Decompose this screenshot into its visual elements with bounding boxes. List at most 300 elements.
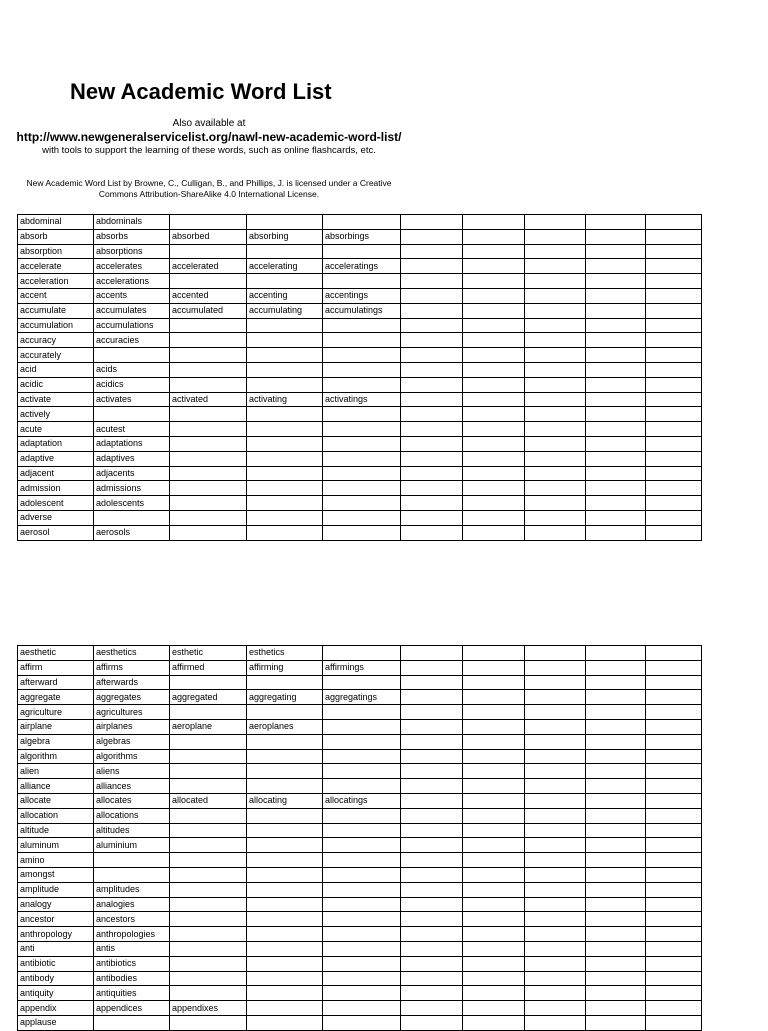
empty-cell — [525, 333, 586, 348]
table-row — [18, 734, 702, 749]
empty-cell — [401, 215, 463, 230]
word-form-cell: accumulations — [94, 318, 170, 333]
empty-cell — [646, 318, 702, 333]
word-form-cell — [323, 927, 401, 942]
word-form-cell — [94, 1015, 170, 1030]
empty-cell — [401, 229, 463, 244]
word-form-cell — [170, 734, 247, 749]
word-form-cell: allocates — [94, 793, 170, 808]
word-form-cell — [247, 927, 323, 942]
word-form-cell — [247, 436, 323, 451]
empty-cell — [646, 941, 702, 956]
word-form-cell: ancestors — [94, 912, 170, 927]
empty-cell — [525, 1001, 586, 1016]
table-row — [18, 823, 702, 838]
word-form-cell: allocated — [170, 793, 247, 808]
empty-cell — [646, 675, 702, 690]
table-row — [18, 793, 702, 808]
empty-cell — [586, 303, 646, 318]
empty-cell — [586, 646, 646, 661]
empty-cell — [525, 793, 586, 808]
empty-cell — [463, 897, 525, 912]
word-form-cell — [323, 867, 401, 882]
word-form-cell — [170, 407, 247, 422]
empty-cell — [525, 690, 586, 705]
word-form-cell — [323, 912, 401, 927]
word-form-cell: aluminium — [94, 838, 170, 853]
empty-cell — [586, 927, 646, 942]
word-form-cell: allocatings — [323, 793, 401, 808]
word-form-cell — [247, 941, 323, 956]
empty-cell — [525, 407, 586, 422]
word-form-cell: agricultures — [94, 705, 170, 720]
empty-cell — [401, 362, 463, 377]
headword-cell: agriculture — [18, 705, 94, 720]
empty-cell — [463, 734, 525, 749]
license-line-1: New Academic Word List by Browne, C., Culligan, B., and Phillips, J. is licensed under a Creative — [26, 178, 392, 188]
word-form-cell — [323, 451, 401, 466]
word-form-cell: aggregating — [247, 690, 323, 705]
word-form-cell: allocations — [94, 808, 170, 823]
empty-cell — [401, 377, 463, 392]
word-form-cell: affirmed — [170, 660, 247, 675]
empty-cell — [525, 496, 586, 511]
empty-cell — [586, 215, 646, 230]
empty-cell — [525, 660, 586, 675]
empty-cell — [646, 927, 702, 942]
empty-cell — [525, 244, 586, 259]
word-form-cell: affirming — [247, 660, 323, 675]
headword-cell: appendix — [18, 1001, 94, 1016]
empty-cell — [525, 215, 586, 230]
word-form-cell: accelerations — [94, 274, 170, 289]
table-row — [18, 867, 702, 882]
word-form-cell — [247, 244, 323, 259]
word-form-cell: absorptions — [94, 244, 170, 259]
word-form-cell — [94, 853, 170, 868]
table-row — [18, 215, 702, 230]
empty-cell — [463, 318, 525, 333]
empty-cell — [586, 229, 646, 244]
empty-cell — [463, 466, 525, 481]
word-form-cell — [323, 244, 401, 259]
empty-cell — [401, 793, 463, 808]
word-form-cell — [170, 525, 247, 540]
word-form-cell: accumulates — [94, 303, 170, 318]
empty-cell — [401, 244, 463, 259]
empty-cell — [586, 867, 646, 882]
word-form-cell: anthropologies — [94, 927, 170, 942]
empty-cell — [646, 229, 702, 244]
headword-cell: accumulate — [18, 303, 94, 318]
word-form-cell — [247, 734, 323, 749]
word-form-cell: accumulated — [170, 303, 247, 318]
empty-cell — [463, 853, 525, 868]
empty-cell — [463, 333, 525, 348]
empty-cell — [401, 407, 463, 422]
headword-cell: aerosol — [18, 525, 94, 540]
word-form-cell: adaptives — [94, 451, 170, 466]
headword-cell: abdominal — [18, 215, 94, 230]
empty-cell — [463, 274, 525, 289]
word-form-cell — [247, 333, 323, 348]
word-form-cell — [170, 705, 247, 720]
word-form-cell: acceleratings — [323, 259, 401, 274]
word-form-cell — [323, 466, 401, 481]
empty-cell — [463, 525, 525, 540]
empty-cell — [463, 971, 525, 986]
source-url-link[interactable]: http://www.newgeneralservicelist.org/nawl-new-academic-word-list/ — [16, 130, 402, 144]
empty-cell — [586, 986, 646, 1001]
word-form-cell — [323, 362, 401, 377]
word-form-cell: accents — [94, 288, 170, 303]
headword-cell: alliance — [18, 779, 94, 794]
word-form-cell — [247, 779, 323, 794]
empty-cell — [586, 525, 646, 540]
word-form-cell — [323, 675, 401, 690]
empty-cell — [646, 303, 702, 318]
also-available-label: Also available at — [172, 118, 246, 129]
word-form-cell — [170, 510, 247, 525]
empty-cell — [463, 496, 525, 511]
headword-cell: algorithm — [18, 749, 94, 764]
empty-cell — [401, 675, 463, 690]
empty-cell — [646, 510, 702, 525]
empty-cell — [463, 392, 525, 407]
word-form-cell — [323, 333, 401, 348]
word-form-cell — [323, 646, 401, 661]
empty-cell — [586, 274, 646, 289]
word-form-cell — [247, 749, 323, 764]
word-form-cell: accumulating — [247, 303, 323, 318]
headword-cell: accent — [18, 288, 94, 303]
table-row — [18, 719, 702, 734]
word-form-cell — [247, 215, 323, 230]
headword-cell: acidic — [18, 377, 94, 392]
word-form-cell — [170, 838, 247, 853]
empty-cell — [401, 927, 463, 942]
empty-cell — [586, 838, 646, 853]
empty-cell — [525, 510, 586, 525]
table-row — [18, 897, 702, 912]
headword-cell: adverse — [18, 510, 94, 525]
tools-note: with tools to support the learning of these words, such as online flashcards, etc. — [42, 145, 376, 156]
word-form-cell: esthetics — [247, 646, 323, 661]
table-row — [18, 303, 702, 318]
empty-cell — [525, 986, 586, 1001]
word-form-cell — [170, 244, 247, 259]
empty-cell — [401, 867, 463, 882]
empty-cell — [463, 422, 525, 437]
empty-cell — [401, 660, 463, 675]
word-form-cell — [170, 956, 247, 971]
word-form-cell — [323, 1015, 401, 1030]
empty-cell — [463, 823, 525, 838]
empty-cell — [463, 779, 525, 794]
word-form-cell: affirms — [94, 660, 170, 675]
empty-cell — [586, 853, 646, 868]
word-form-cell: absorbing — [247, 229, 323, 244]
empty-cell — [646, 808, 702, 823]
table-row — [18, 764, 702, 779]
empty-cell — [463, 348, 525, 363]
empty-cell — [401, 734, 463, 749]
empty-cell — [401, 436, 463, 451]
empty-cell — [463, 646, 525, 661]
word-form-cell — [170, 496, 247, 511]
empty-cell — [586, 436, 646, 451]
word-form-cell — [170, 422, 247, 437]
word-form-cell: antiquities — [94, 986, 170, 1001]
word-form-cell — [323, 377, 401, 392]
empty-cell — [401, 971, 463, 986]
word-form-cell: aerosols — [94, 525, 170, 540]
word-form-cell — [247, 451, 323, 466]
empty-cell — [525, 1015, 586, 1030]
word-form-cell: altitudes — [94, 823, 170, 838]
empty-cell — [646, 466, 702, 481]
empty-cell — [646, 956, 702, 971]
empty-cell — [525, 719, 586, 734]
word-form-cell — [323, 510, 401, 525]
word-form-cell — [170, 867, 247, 882]
empty-cell — [586, 675, 646, 690]
headword-cell: accurately — [18, 348, 94, 363]
table-row — [18, 422, 702, 437]
empty-cell — [401, 318, 463, 333]
word-form-cell — [170, 318, 247, 333]
empty-cell — [646, 407, 702, 422]
empty-cell — [463, 244, 525, 259]
word-form-cell — [247, 897, 323, 912]
empty-cell — [401, 882, 463, 897]
empty-cell — [646, 853, 702, 868]
table-row — [18, 436, 702, 451]
headword-cell: acute — [18, 422, 94, 437]
table-row — [18, 244, 702, 259]
word-form-cell: allocating — [247, 793, 323, 808]
empty-cell — [463, 215, 525, 230]
word-form-cell — [170, 451, 247, 466]
empty-cell — [525, 646, 586, 661]
headword-cell: aluminum — [18, 838, 94, 853]
empty-cell — [463, 793, 525, 808]
word-form-cell: activating — [247, 392, 323, 407]
empty-cell — [586, 466, 646, 481]
table-row — [18, 882, 702, 897]
empty-cell — [401, 719, 463, 734]
empty-cell — [525, 436, 586, 451]
empty-cell — [586, 779, 646, 794]
word-form-cell: algorithms — [94, 749, 170, 764]
headword-cell: anti — [18, 941, 94, 956]
empty-cell — [586, 690, 646, 705]
empty-cell — [586, 912, 646, 927]
word-form-cell — [170, 986, 247, 1001]
empty-cell — [646, 690, 702, 705]
empty-cell — [525, 377, 586, 392]
table-row — [18, 1001, 702, 1016]
word-form-cell — [323, 808, 401, 823]
table-row — [18, 705, 702, 720]
empty-cell — [463, 882, 525, 897]
word-form-cell: acids — [94, 362, 170, 377]
empty-cell — [586, 481, 646, 496]
headword-cell: amongst — [18, 867, 94, 882]
empty-cell — [463, 675, 525, 690]
word-form-cell — [247, 318, 323, 333]
word-form-cell — [247, 510, 323, 525]
word-form-cell: accentings — [323, 288, 401, 303]
word-form-cell — [170, 764, 247, 779]
headword-cell: aggregate — [18, 690, 94, 705]
table-row — [18, 451, 702, 466]
table-row — [18, 808, 702, 823]
empty-cell — [463, 867, 525, 882]
word-form-cell: appendices — [94, 1001, 170, 1016]
word-form-cell — [94, 348, 170, 363]
word-form-cell — [323, 481, 401, 496]
headword-cell: afterward — [18, 675, 94, 690]
empty-cell — [401, 690, 463, 705]
word-form-cell: accumulatings — [323, 303, 401, 318]
word-form-cell: abdominals — [94, 215, 170, 230]
table-row — [18, 646, 702, 661]
word-form-cell: aggregates — [94, 690, 170, 705]
word-form-cell — [323, 318, 401, 333]
table-row — [18, 510, 702, 525]
empty-cell — [525, 348, 586, 363]
empty-cell — [463, 481, 525, 496]
headword-cell: applause — [18, 1015, 94, 1030]
word-form-cell — [247, 986, 323, 1001]
empty-cell — [463, 690, 525, 705]
word-form-cell — [247, 348, 323, 363]
word-form-cell — [247, 525, 323, 540]
empty-cell — [646, 986, 702, 1001]
empty-cell — [646, 779, 702, 794]
empty-cell — [463, 259, 525, 274]
word-form-cell — [94, 510, 170, 525]
word-form-cell — [323, 525, 401, 540]
headword-cell: accelerate — [18, 259, 94, 274]
empty-cell — [401, 823, 463, 838]
empty-cell — [586, 705, 646, 720]
word-form-cell — [323, 705, 401, 720]
empty-cell — [525, 882, 586, 897]
headword-cell: adolescent — [18, 496, 94, 511]
empty-cell — [586, 244, 646, 259]
empty-cell — [525, 362, 586, 377]
word-form-cell — [323, 853, 401, 868]
word-form-cell — [323, 897, 401, 912]
empty-cell — [586, 897, 646, 912]
empty-cell — [646, 660, 702, 675]
word-form-cell — [170, 927, 247, 942]
table-row — [18, 377, 702, 392]
word-form-cell: activatings — [323, 392, 401, 407]
empty-cell — [525, 749, 586, 764]
empty-cell — [463, 362, 525, 377]
word-form-cell — [247, 764, 323, 779]
empty-cell — [586, 719, 646, 734]
headword-cell: actively — [18, 407, 94, 422]
headword-cell: accumulation — [18, 318, 94, 333]
empty-cell — [646, 274, 702, 289]
empty-cell — [646, 705, 702, 720]
empty-cell — [525, 927, 586, 942]
empty-cell — [525, 318, 586, 333]
word-form-cell: accuracies — [94, 333, 170, 348]
word-form-cell — [170, 377, 247, 392]
headword-cell: altitude — [18, 823, 94, 838]
word-table-1-body — [18, 215, 702, 541]
empty-cell — [401, 288, 463, 303]
empty-cell — [463, 303, 525, 318]
word-form-cell: adolescents — [94, 496, 170, 511]
empty-cell — [525, 779, 586, 794]
word-form-cell: analogies — [94, 897, 170, 912]
headword-cell: activate — [18, 392, 94, 407]
headword-cell: airplane — [18, 719, 94, 734]
word-form-cell — [323, 719, 401, 734]
empty-cell — [646, 377, 702, 392]
table-row — [18, 838, 702, 853]
table-row — [18, 259, 702, 274]
word-table-1 — [17, 214, 702, 541]
word-form-cell: accelerates — [94, 259, 170, 274]
headword-cell: antiquity — [18, 986, 94, 1001]
empty-cell — [525, 897, 586, 912]
word-form-cell — [247, 808, 323, 823]
word-form-cell — [247, 867, 323, 882]
word-form-cell — [247, 853, 323, 868]
word-form-cell — [247, 422, 323, 437]
word-form-cell — [247, 377, 323, 392]
word-form-cell — [94, 407, 170, 422]
page-title: New Academic Word List — [70, 79, 332, 104]
empty-cell — [463, 838, 525, 853]
empty-cell — [401, 1015, 463, 1030]
empty-cell — [401, 705, 463, 720]
word-form-cell — [170, 466, 247, 481]
word-form-cell: adaptations — [94, 436, 170, 451]
headword-cell: adaptation — [18, 436, 94, 451]
empty-cell — [586, 259, 646, 274]
table-row — [18, 927, 702, 942]
word-form-cell — [170, 853, 247, 868]
word-form-cell: aggregatings — [323, 690, 401, 705]
word-form-cell — [247, 971, 323, 986]
table-row — [18, 407, 702, 422]
empty-cell — [646, 882, 702, 897]
empty-cell — [463, 927, 525, 942]
word-form-cell — [170, 348, 247, 363]
empty-cell — [646, 912, 702, 927]
headword-cell: alien — [18, 764, 94, 779]
empty-cell — [525, 229, 586, 244]
empty-cell — [401, 333, 463, 348]
empty-cell — [401, 481, 463, 496]
table-row — [18, 853, 702, 868]
table-row — [18, 1015, 702, 1030]
empty-cell — [525, 451, 586, 466]
empty-cell — [401, 259, 463, 274]
empty-cell — [646, 496, 702, 511]
word-form-cell — [323, 1001, 401, 1016]
empty-cell — [401, 274, 463, 289]
empty-cell — [646, 823, 702, 838]
